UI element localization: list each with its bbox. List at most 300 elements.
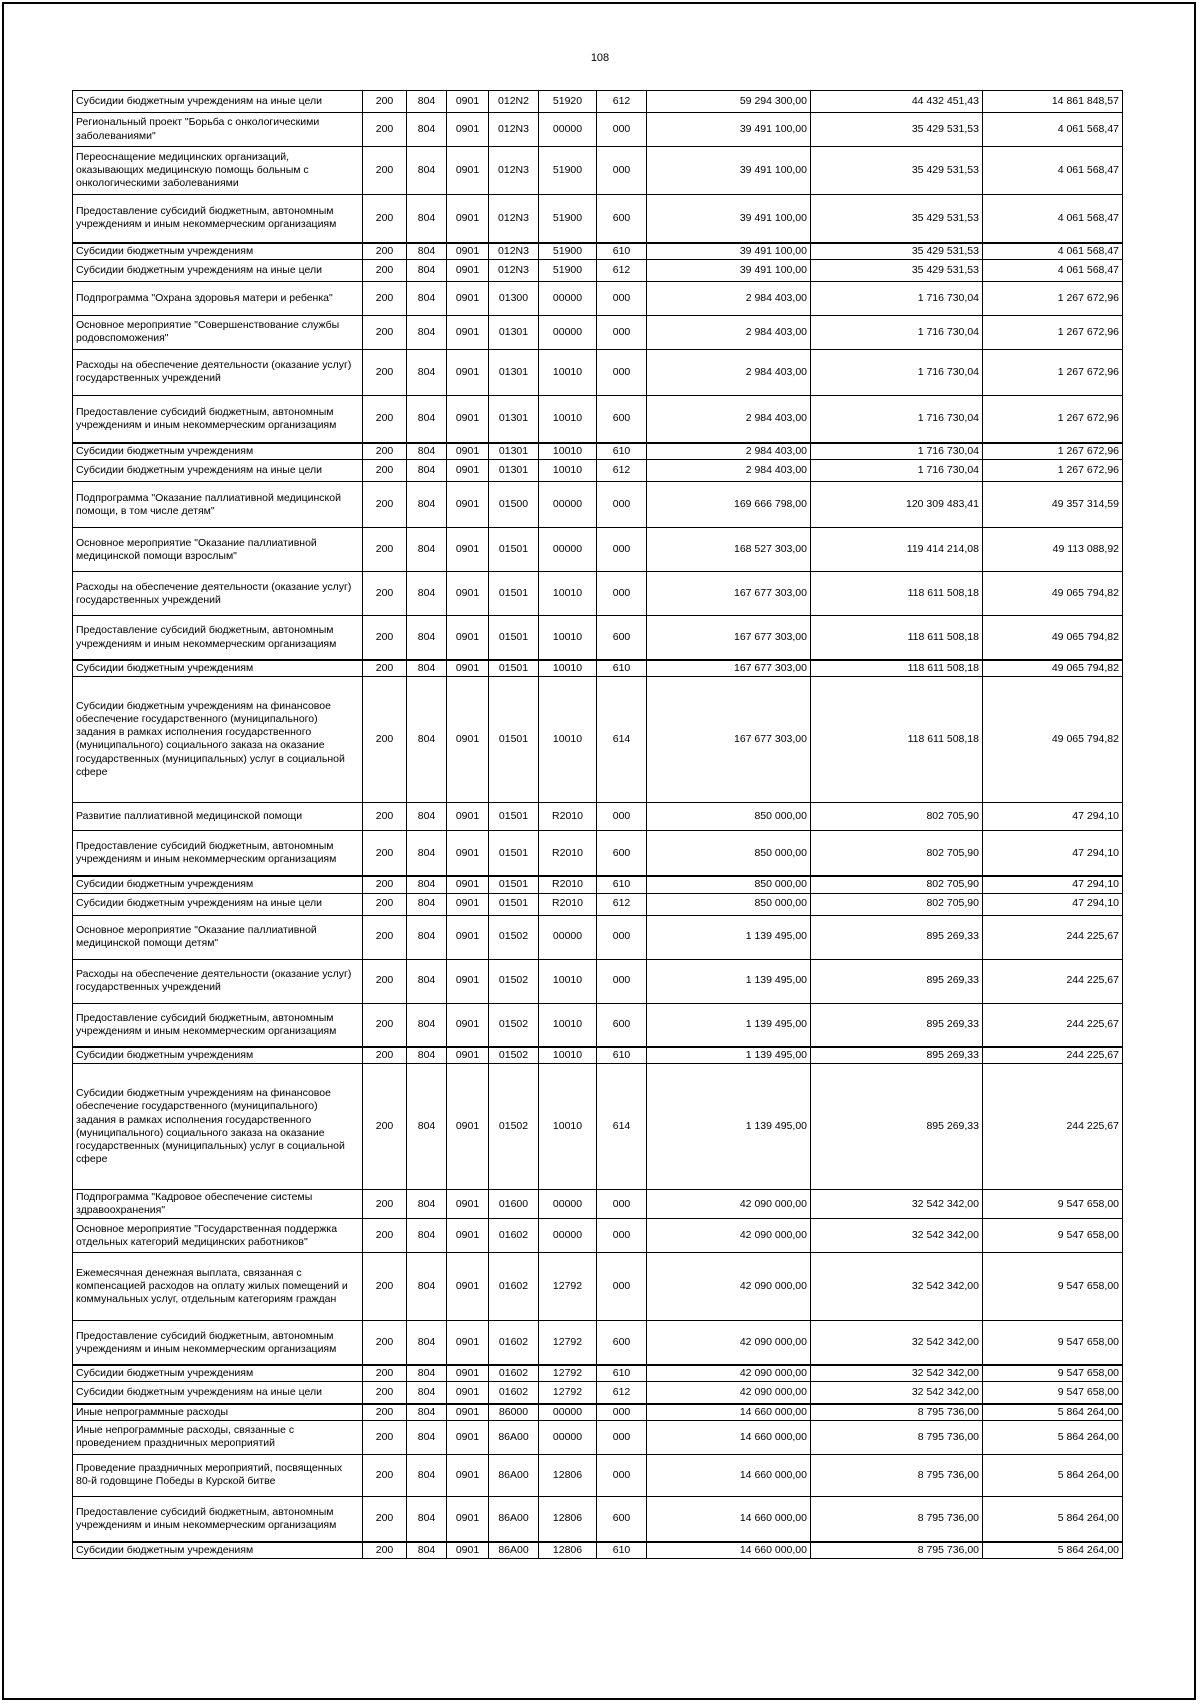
amount-plan: 14 660 000,00 xyxy=(647,1404,811,1421)
table-row xyxy=(73,676,1123,802)
code-expense-type: 000 xyxy=(597,1404,647,1421)
code-program: 01301 xyxy=(489,395,539,443)
amount-fact: 895 269,33 xyxy=(811,1047,983,1064)
amount-fact: 8 795 736,00 xyxy=(811,1454,983,1496)
amount-rest: 5 864 264,00 xyxy=(983,1420,1123,1454)
code-direction: 12792 xyxy=(539,1321,597,1365)
table-row xyxy=(73,460,1123,482)
amount-rest: 5 864 264,00 xyxy=(983,1454,1123,1496)
amount-plan: 42 090 000,00 xyxy=(647,1219,811,1253)
code-rz: 0901 xyxy=(447,660,489,677)
row-name: Субсидии бюджетным учреждениям на иные цели xyxy=(73,259,363,281)
code-direction: 00000 xyxy=(539,1219,597,1253)
code-gr: 200 xyxy=(363,876,407,893)
table-row xyxy=(73,876,1123,893)
row-name: Субсидии бюджетным учреждениям xyxy=(73,660,363,677)
amount-fact: 35 429 531,53 xyxy=(811,243,983,260)
code-ved: 804 xyxy=(407,893,447,915)
code-expense-type: 612 xyxy=(597,460,647,482)
code-ved: 804 xyxy=(407,830,447,876)
code-program: 01501 xyxy=(489,660,539,677)
amount-plan: 850 000,00 xyxy=(647,802,811,830)
code-gr: 200 xyxy=(363,572,407,616)
code-expense-type: 000 xyxy=(597,572,647,616)
row-name: Предоставление субсидий бюджетным, автономным учреждениям и иным некоммерческим организациям xyxy=(73,1496,363,1542)
row-name: Субсидии бюджетным учреждениям xyxy=(73,1047,363,1064)
table-row xyxy=(73,802,1123,830)
amount-rest: 47 294,10 xyxy=(983,876,1123,893)
code-gr: 200 xyxy=(363,195,407,243)
code-rz: 0901 xyxy=(447,1365,489,1382)
table-row xyxy=(73,395,1123,443)
row-name: Субсидии бюджетным учреждениям на иные цели xyxy=(73,893,363,915)
code-gr: 200 xyxy=(363,443,407,460)
amount-plan: 850 000,00 xyxy=(647,830,811,876)
code-ved: 804 xyxy=(407,1496,447,1542)
code-gr: 200 xyxy=(363,1064,407,1190)
code-direction: 00000 xyxy=(539,315,597,349)
code-ved: 804 xyxy=(407,1321,447,1365)
code-rz: 0901 xyxy=(447,572,489,616)
table-row xyxy=(73,616,1123,660)
table-row xyxy=(73,1047,1123,1064)
row-name: Субсидии бюджетным учреждениям на иные цели xyxy=(73,460,363,482)
amount-fact: 802 705,90 xyxy=(811,802,983,830)
amount-plan: 14 660 000,00 xyxy=(647,1420,811,1454)
row-name: Субсидии бюджетным учреждениям xyxy=(73,443,363,460)
code-program: 01602 xyxy=(489,1321,539,1365)
amount-rest: 1 267 672,96 xyxy=(983,443,1123,460)
amount-rest: 9 547 658,00 xyxy=(983,1190,1123,1219)
amount-fact: 35 429 531,53 xyxy=(811,259,983,281)
code-ved: 804 xyxy=(407,1003,447,1047)
table-row xyxy=(73,1190,1123,1219)
code-program: 01502 xyxy=(489,959,539,1003)
code-expense-type: 000 xyxy=(597,482,647,528)
table-row xyxy=(73,1219,1123,1253)
table-row xyxy=(73,1496,1123,1542)
code-direction: 12806 xyxy=(539,1454,597,1496)
table-row xyxy=(73,1064,1123,1190)
amount-plan: 168 527 303,00 xyxy=(647,528,811,572)
amount-rest: 49 065 794,82 xyxy=(983,676,1123,802)
code-program: 01602 xyxy=(489,1253,539,1321)
amount-fact: 1 716 730,04 xyxy=(811,460,983,482)
code-direction: 00000 xyxy=(539,1420,597,1454)
table-row xyxy=(73,281,1123,315)
row-name: Иные непрограммные расходы, связанные с проведением праздничных мероприятий xyxy=(73,1420,363,1454)
code-expense-type: 000 xyxy=(597,528,647,572)
code-rz: 0901 xyxy=(447,830,489,876)
code-gr: 200 xyxy=(363,1190,407,1219)
code-rz: 0901 xyxy=(447,1003,489,1047)
table-row xyxy=(73,243,1123,260)
amount-fact: 35 429 531,53 xyxy=(811,195,983,243)
code-ved: 804 xyxy=(407,1047,447,1064)
row-name: Предоставление субсидий бюджетным, автономным учреждениям и иным некоммерческим организациям xyxy=(73,195,363,243)
table-row xyxy=(73,482,1123,528)
code-rz: 0901 xyxy=(447,1404,489,1421)
code-rz: 0901 xyxy=(447,259,489,281)
code-rz: 0901 xyxy=(447,893,489,915)
code-rz: 0901 xyxy=(447,1064,489,1190)
code-direction: 10010 xyxy=(539,660,597,677)
budget-table xyxy=(72,90,1123,1559)
code-gr: 200 xyxy=(363,528,407,572)
row-name: Предоставление субсидий бюджетным, автономным учреждениям и иным некоммерческим организациям xyxy=(73,1003,363,1047)
amount-rest: 49 065 794,82 xyxy=(983,616,1123,660)
amount-plan: 2 984 403,00 xyxy=(647,349,811,395)
amount-plan: 167 677 303,00 xyxy=(647,572,811,616)
code-gr: 200 xyxy=(363,315,407,349)
code-rz: 0901 xyxy=(447,616,489,660)
code-expense-type: 000 xyxy=(597,147,647,195)
code-program: 01602 xyxy=(489,1382,539,1404)
row-name: Развитие паллиативной медицинской помощи xyxy=(73,802,363,830)
amount-fact: 118 611 508,18 xyxy=(811,572,983,616)
code-gr: 200 xyxy=(363,349,407,395)
table-row xyxy=(73,1382,1123,1404)
code-rz: 0901 xyxy=(447,349,489,395)
code-ved: 804 xyxy=(407,482,447,528)
code-expense-type: 000 xyxy=(597,315,647,349)
amount-rest: 5 864 264,00 xyxy=(983,1404,1123,1421)
code-program: 01501 xyxy=(489,572,539,616)
amount-rest: 4 061 568,47 xyxy=(983,259,1123,281)
code-direction: R2010 xyxy=(539,802,597,830)
table-row xyxy=(73,195,1123,243)
code-program: 01301 xyxy=(489,460,539,482)
row-name: Субсидии бюджетным учреждениям на иные цели xyxy=(73,91,363,113)
code-direction: 00000 xyxy=(539,915,597,959)
code-direction: 10010 xyxy=(539,460,597,482)
code-gr: 200 xyxy=(363,959,407,1003)
code-gr: 200 xyxy=(363,1321,407,1365)
table-row xyxy=(73,443,1123,460)
code-gr: 200 xyxy=(363,460,407,482)
code-rz: 0901 xyxy=(447,195,489,243)
amount-fact: 120 309 483,41 xyxy=(811,482,983,528)
amount-fact: 32 542 342,00 xyxy=(811,1365,983,1382)
amount-fact: 32 542 342,00 xyxy=(811,1219,983,1253)
row-name: Расходы на обеспечение деятельности (оказание услуг) государственных учреждений xyxy=(73,959,363,1003)
code-rz: 0901 xyxy=(447,482,489,528)
amount-fact: 1 716 730,04 xyxy=(811,281,983,315)
amount-rest: 244 225,67 xyxy=(983,959,1123,1003)
amount-rest: 244 225,67 xyxy=(983,1003,1123,1047)
amount-fact: 895 269,33 xyxy=(811,959,983,1003)
table-row xyxy=(73,893,1123,915)
code-rz: 0901 xyxy=(447,1321,489,1365)
amount-fact: 8 795 736,00 xyxy=(811,1542,983,1559)
code-gr: 200 xyxy=(363,1454,407,1496)
row-name: Субсидии бюджетным учреждениям на финансовое обеспечение государственного (муниципального) задания в рамках исполнения государственного (муниципального) социального заказа на оказание государственных (муниципальных) услуг в социальной сфере xyxy=(73,1064,363,1190)
code-expense-type: 610 xyxy=(597,243,647,260)
code-ved: 804 xyxy=(407,959,447,1003)
amount-plan: 167 677 303,00 xyxy=(647,616,811,660)
amount-fact: 8 795 736,00 xyxy=(811,1420,983,1454)
row-name: Субсидии бюджетным учреждениям на финансовое обеспечение государственного (муниципального) задания в рамках исполнения государственного (муниципального) социального заказа на оказание государственных (муниципальных) услуг в социальной сфере xyxy=(73,676,363,802)
code-program: 01501 xyxy=(489,830,539,876)
code-ved: 804 xyxy=(407,660,447,677)
amount-plan: 167 677 303,00 xyxy=(647,676,811,802)
code-gr: 200 xyxy=(363,1404,407,1421)
code-ved: 804 xyxy=(407,1219,447,1253)
code-expense-type: 000 xyxy=(597,959,647,1003)
amount-fact: 1 716 730,04 xyxy=(811,349,983,395)
code-program: 86А00 xyxy=(489,1542,539,1559)
amount-rest: 1 267 672,96 xyxy=(983,395,1123,443)
code-expense-type: 612 xyxy=(597,1382,647,1404)
code-expense-type: 600 xyxy=(597,1003,647,1047)
code-gr: 200 xyxy=(363,802,407,830)
code-ved: 804 xyxy=(407,676,447,802)
row-name: Подпрограмма "Оказание паллиативной медицинской помощи, в том числе детям" xyxy=(73,482,363,528)
code-program: 01301 xyxy=(489,315,539,349)
code-ved: 804 xyxy=(407,572,447,616)
amount-fact: 118 611 508,18 xyxy=(811,660,983,677)
row-name: Основное мероприятие "Совершенствование службы родовспоможения" xyxy=(73,315,363,349)
code-program: 01300 xyxy=(489,281,539,315)
amount-plan: 2 984 403,00 xyxy=(647,443,811,460)
code-gr: 200 xyxy=(363,616,407,660)
code-rz: 0901 xyxy=(447,802,489,830)
code-ved: 804 xyxy=(407,1064,447,1190)
code-direction: 00000 xyxy=(539,1190,597,1219)
code-direction: 51900 xyxy=(539,243,597,260)
amount-fact: 118 611 508,18 xyxy=(811,616,983,660)
code-rz: 0901 xyxy=(447,1496,489,1542)
code-ved: 804 xyxy=(407,1382,447,1404)
code-expense-type: 600 xyxy=(597,1321,647,1365)
code-gr: 200 xyxy=(363,395,407,443)
code-program: 01501 xyxy=(489,876,539,893)
code-gr: 200 xyxy=(363,893,407,915)
code-gr: 200 xyxy=(363,1365,407,1382)
amount-plan: 2 984 403,00 xyxy=(647,281,811,315)
amount-fact: 802 705,90 xyxy=(811,893,983,915)
amount-fact: 32 542 342,00 xyxy=(811,1253,983,1321)
amount-rest: 9 547 658,00 xyxy=(983,1382,1123,1404)
row-name: Основное мероприятие "Оказание паллиативной медицинской помощи детям" xyxy=(73,915,363,959)
amount-rest: 4 061 568,47 xyxy=(983,195,1123,243)
code-gr: 200 xyxy=(363,147,407,195)
code-ved: 804 xyxy=(407,876,447,893)
amount-rest: 1 267 672,96 xyxy=(983,460,1123,482)
code-program: 01501 xyxy=(489,893,539,915)
amount-fact: 44 432 451,43 xyxy=(811,91,983,113)
code-program: 86000 xyxy=(489,1404,539,1421)
code-ved: 804 xyxy=(407,443,447,460)
amount-rest: 49 065 794,82 xyxy=(983,572,1123,616)
code-direction: 00000 xyxy=(539,482,597,528)
code-gr: 200 xyxy=(363,1219,407,1253)
table-row xyxy=(73,259,1123,281)
amount-plan: 39 491 100,00 xyxy=(647,243,811,260)
row-name: Подпрограмма "Охрана здоровья матери и ребенка" xyxy=(73,281,363,315)
code-rz: 0901 xyxy=(447,147,489,195)
row-name: Ежемесячная денежная выплата, связанная с компенсацией расходов на оплату жилых помещений и коммунальных услуг, отдельным категориям граждан xyxy=(73,1253,363,1321)
code-expense-type: 000 xyxy=(597,802,647,830)
row-name: Проведение праздничных мероприятий, посвященных 80-й годовщине Победы в Курской битве xyxy=(73,1454,363,1496)
code-program: 01500 xyxy=(489,482,539,528)
code-direction: 51900 xyxy=(539,195,597,243)
table-row xyxy=(73,1253,1123,1321)
table-row xyxy=(73,113,1123,147)
code-program: 012N3 xyxy=(489,259,539,281)
code-expense-type: 000 xyxy=(597,113,647,147)
code-gr: 200 xyxy=(363,676,407,802)
code-direction: 10010 xyxy=(539,616,597,660)
code-gr: 200 xyxy=(363,482,407,528)
amount-plan: 39 491 100,00 xyxy=(647,147,811,195)
amount-fact: 35 429 531,53 xyxy=(811,147,983,195)
row-name: Основное мероприятие "Оказание паллиативной медицинской помощи взрослым" xyxy=(73,528,363,572)
code-rz: 0901 xyxy=(447,1253,489,1321)
code-program: 012N2 xyxy=(489,91,539,113)
table-row xyxy=(73,315,1123,349)
amount-rest: 49 357 314,59 xyxy=(983,482,1123,528)
amount-rest: 1 267 672,96 xyxy=(983,349,1123,395)
code-direction: 00000 xyxy=(539,528,597,572)
table-row xyxy=(73,1003,1123,1047)
code-rz: 0901 xyxy=(447,676,489,802)
code-gr: 200 xyxy=(363,281,407,315)
amount-fact: 1 716 730,04 xyxy=(811,315,983,349)
code-expense-type: 610 xyxy=(597,443,647,460)
code-direction: 10010 xyxy=(539,572,597,616)
amount-rest: 9 547 658,00 xyxy=(983,1365,1123,1382)
amount-plan: 39 491 100,00 xyxy=(647,195,811,243)
code-program: 01602 xyxy=(489,1365,539,1382)
amount-rest: 4 061 568,47 xyxy=(983,113,1123,147)
code-rz: 0901 xyxy=(447,1420,489,1454)
code-rz: 0901 xyxy=(447,1542,489,1559)
code-program: 01502 xyxy=(489,1047,539,1064)
code-ved: 804 xyxy=(407,195,447,243)
code-rz: 0901 xyxy=(447,876,489,893)
code-expense-type: 614 xyxy=(597,676,647,802)
code-expense-type: 612 xyxy=(597,259,647,281)
amount-fact: 32 542 342,00 xyxy=(811,1190,983,1219)
amount-fact: 895 269,33 xyxy=(811,915,983,959)
code-expense-type: 610 xyxy=(597,876,647,893)
code-gr: 200 xyxy=(363,660,407,677)
amount-rest: 1 267 672,96 xyxy=(983,281,1123,315)
code-rz: 0901 xyxy=(447,1047,489,1064)
amount-plan: 1 139 495,00 xyxy=(647,1064,811,1190)
code-gr: 200 xyxy=(363,1253,407,1321)
code-program: 01502 xyxy=(489,1064,539,1190)
code-expense-type: 600 xyxy=(597,830,647,876)
row-name: Предоставление субсидий бюджетным, автономным учреждениям и иным некоммерческим организациям xyxy=(73,395,363,443)
code-ved: 804 xyxy=(407,1404,447,1421)
code-ved: 804 xyxy=(407,281,447,315)
code-rz: 0901 xyxy=(447,460,489,482)
row-name: Подпрограмма "Кадровое обеспечение системы здравоохранения" xyxy=(73,1190,363,1219)
code-gr: 200 xyxy=(363,1420,407,1454)
code-rz: 0901 xyxy=(447,1219,489,1253)
amount-rest: 47 294,10 xyxy=(983,893,1123,915)
row-name: Субсидии бюджетным учреждениям xyxy=(73,243,363,260)
code-program: 01301 xyxy=(489,349,539,395)
code-program: 01501 xyxy=(489,616,539,660)
table-row xyxy=(73,915,1123,959)
code-direction: 10010 xyxy=(539,676,597,802)
code-direction: 12806 xyxy=(539,1496,597,1542)
code-ved: 804 xyxy=(407,1365,447,1382)
code-direction: 51900 xyxy=(539,259,597,281)
code-direction: 00000 xyxy=(539,113,597,147)
amount-plan: 39 491 100,00 xyxy=(647,113,811,147)
amount-plan: 42 090 000,00 xyxy=(647,1365,811,1382)
code-expense-type: 610 xyxy=(597,1365,647,1382)
code-expense-type: 610 xyxy=(597,660,647,677)
code-expense-type: 000 xyxy=(597,1219,647,1253)
amount-fact: 895 269,33 xyxy=(811,1064,983,1190)
code-direction: 10010 xyxy=(539,349,597,395)
code-gr: 200 xyxy=(363,1382,407,1404)
code-ved: 804 xyxy=(407,395,447,443)
amount-plan: 850 000,00 xyxy=(647,893,811,915)
code-program: 86А00 xyxy=(489,1496,539,1542)
row-name: Субсидии бюджетным учреждениям xyxy=(73,876,363,893)
code-expense-type: 612 xyxy=(597,893,647,915)
amount-plan: 14 660 000,00 xyxy=(647,1454,811,1496)
row-name: Субсидии бюджетным учреждениям xyxy=(73,1365,363,1382)
code-ved: 804 xyxy=(407,259,447,281)
code-rz: 0901 xyxy=(447,113,489,147)
amount-plan: 1 139 495,00 xyxy=(647,1047,811,1064)
code-direction: 51920 xyxy=(539,91,597,113)
code-direction: 00000 xyxy=(539,281,597,315)
amount-fact: 32 542 342,00 xyxy=(811,1321,983,1365)
amount-plan: 2 984 403,00 xyxy=(647,460,811,482)
table-row xyxy=(73,1321,1123,1365)
code-ved: 804 xyxy=(407,915,447,959)
code-gr: 200 xyxy=(363,830,407,876)
code-ved: 804 xyxy=(407,91,447,113)
amount-fact: 32 542 342,00 xyxy=(811,1382,983,1404)
amount-plan: 169 666 798,00 xyxy=(647,482,811,528)
code-rz: 0901 xyxy=(447,243,489,260)
code-ved: 804 xyxy=(407,243,447,260)
row-name: Расходы на обеспечение деятельности (оказание услуг) государственных учреждений xyxy=(73,349,363,395)
table-row xyxy=(73,91,1123,113)
code-expense-type: 610 xyxy=(597,1542,647,1559)
code-program: 012N3 xyxy=(489,147,539,195)
code-program: 01502 xyxy=(489,915,539,959)
code-ved: 804 xyxy=(407,802,447,830)
code-gr: 200 xyxy=(363,915,407,959)
code-ved: 804 xyxy=(407,460,447,482)
code-rz: 0901 xyxy=(447,395,489,443)
amount-plan: 14 660 000,00 xyxy=(647,1542,811,1559)
code-ved: 804 xyxy=(407,1420,447,1454)
code-direction: 12806 xyxy=(539,1542,597,1559)
amount-plan: 42 090 000,00 xyxy=(647,1253,811,1321)
amount-fact: 802 705,90 xyxy=(811,876,983,893)
code-expense-type: 600 xyxy=(597,1496,647,1542)
table-row xyxy=(73,349,1123,395)
amount-fact: 1 716 730,04 xyxy=(811,395,983,443)
code-rz: 0901 xyxy=(447,1454,489,1496)
code-rz: 0901 xyxy=(447,315,489,349)
code-gr: 200 xyxy=(363,1542,407,1559)
amount-plan: 39 491 100,00 xyxy=(647,259,811,281)
code-ved: 804 xyxy=(407,1454,447,1496)
code-expense-type: 600 xyxy=(597,616,647,660)
